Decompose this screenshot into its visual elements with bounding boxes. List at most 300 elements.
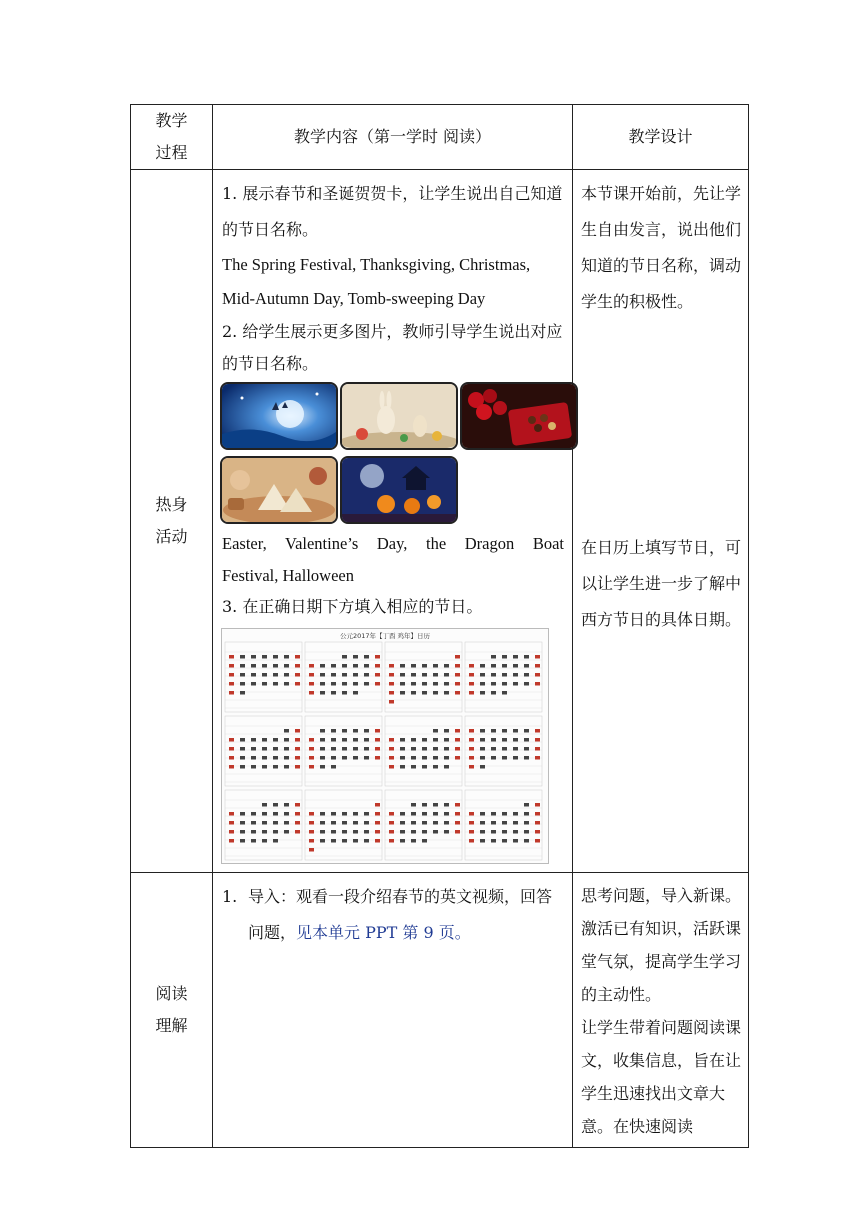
calendar-day-mark bbox=[444, 673, 449, 677]
calendar-day-mark bbox=[502, 673, 507, 677]
warmup-step2-english-line1: Easter, Valentine’s Day, the Dragon Boat bbox=[222, 534, 564, 553]
calendar-day-mark bbox=[535, 830, 540, 834]
calendar-day-mark bbox=[273, 682, 278, 686]
reading-stage-line2: 理解 bbox=[155, 1016, 188, 1035]
calendar-day-mark bbox=[295, 655, 300, 659]
calendar-day-mark bbox=[320, 729, 325, 733]
calendar-day-mark bbox=[524, 839, 529, 843]
calendar-day-mark bbox=[229, 821, 234, 825]
calendar-day-mark bbox=[455, 729, 460, 733]
header-stage-line2: 过程 bbox=[155, 143, 188, 162]
calendar-day-mark bbox=[535, 756, 540, 760]
calendar-day-mark bbox=[375, 747, 380, 751]
calendar-day-mark bbox=[469, 691, 474, 695]
calendar-day-mark bbox=[422, 673, 427, 677]
calendar-day-mark bbox=[353, 821, 358, 825]
calendar-day-mark bbox=[535, 747, 540, 751]
calendar-day-mark bbox=[411, 673, 416, 677]
calendar-day-mark bbox=[491, 747, 496, 751]
calendar-2017-grid bbox=[221, 628, 549, 864]
calendar-day-mark bbox=[491, 664, 496, 668]
calendar-day-mark bbox=[295, 738, 300, 742]
calendar-day-mark bbox=[262, 839, 267, 843]
calendar-day-mark bbox=[502, 756, 507, 760]
calendar-day-mark bbox=[389, 738, 394, 742]
calendar-day-mark bbox=[284, 673, 289, 677]
calendar-day-mark bbox=[480, 729, 485, 733]
calendar-day-mark bbox=[491, 812, 496, 816]
calendar-day-mark bbox=[240, 830, 245, 834]
calendar-day-mark bbox=[273, 830, 278, 834]
calendar-day-mark bbox=[295, 821, 300, 825]
calendar-day-mark bbox=[331, 738, 336, 742]
calendar-day-mark bbox=[422, 812, 427, 816]
calendar-day-mark bbox=[229, 747, 234, 751]
calendar-day-mark bbox=[433, 738, 438, 742]
calendar-day-mark bbox=[502, 747, 507, 751]
calendar-day-mark bbox=[331, 691, 336, 695]
calendar-day-mark bbox=[502, 738, 507, 742]
header-design: 教学设计 bbox=[573, 105, 749, 170]
calendar-day-mark bbox=[524, 821, 529, 825]
calendar-day-mark bbox=[535, 729, 540, 733]
calendar-day-mark bbox=[455, 664, 460, 668]
calendar-day-mark bbox=[273, 747, 278, 751]
calendar-day-mark bbox=[502, 682, 507, 686]
calendar-day-mark bbox=[422, 803, 427, 807]
calendar-day-mark bbox=[342, 839, 347, 843]
header-content: 教学内容（第一学时 阅读） bbox=[213, 105, 573, 170]
calendar-day-mark bbox=[400, 756, 405, 760]
calendar-day-mark bbox=[491, 830, 496, 834]
calendar-day-mark bbox=[513, 729, 518, 733]
calendar-day-mark bbox=[491, 729, 496, 733]
warmup-step1: 1. 展示春节和圣诞贺贺卡，让学生说出自己知道的节日名称。 bbox=[222, 184, 563, 239]
calendar-day-mark bbox=[469, 738, 474, 742]
calendar-day-mark bbox=[295, 729, 300, 733]
calendar-day-mark bbox=[524, 756, 529, 760]
calendar-day-mark bbox=[433, 682, 438, 686]
calendar-day-mark bbox=[320, 812, 325, 816]
calendar-2017 bbox=[221, 628, 549, 864]
calendar-day-mark bbox=[251, 673, 256, 677]
calendar-day-mark bbox=[469, 664, 474, 668]
calendar-day-mark bbox=[469, 729, 474, 733]
calendar-day-mark bbox=[353, 747, 358, 751]
calendar-day-mark bbox=[229, 664, 234, 668]
calendar-day-mark bbox=[524, 682, 529, 686]
calendar-day-mark bbox=[331, 664, 336, 668]
calendar-day-mark bbox=[524, 812, 529, 816]
calendar-day-mark bbox=[491, 738, 496, 742]
calendar-day-mark bbox=[480, 756, 485, 760]
calendar-day-mark bbox=[480, 664, 485, 668]
calendar-day-mark bbox=[309, 839, 314, 843]
calendar-day-mark bbox=[273, 738, 278, 742]
calendar-day-mark bbox=[273, 803, 278, 807]
calendar-day-mark bbox=[422, 821, 427, 825]
calendar-day-mark bbox=[444, 729, 449, 733]
calendar-day-mark bbox=[524, 664, 529, 668]
calendar-day-mark bbox=[469, 682, 474, 686]
calendar-day-mark bbox=[375, 830, 380, 834]
calendar-day-mark bbox=[444, 821, 449, 825]
calendar-day-mark bbox=[535, 803, 540, 807]
calendar-day-mark bbox=[513, 673, 518, 677]
calendar-day-mark bbox=[309, 682, 314, 686]
calendar-day-mark bbox=[455, 812, 460, 816]
calendar-day-mark bbox=[353, 655, 358, 659]
calendar-day-mark bbox=[262, 821, 267, 825]
calendar-day-mark bbox=[422, 765, 427, 769]
calendar-day-mark bbox=[309, 765, 314, 769]
calendar-day-mark bbox=[444, 803, 449, 807]
calendar-day-mark bbox=[535, 655, 540, 659]
calendar-day-mark bbox=[320, 756, 325, 760]
calendar-day-mark bbox=[444, 756, 449, 760]
ppt-reference-link[interactable]: 见本单元 PPT 第 9 页。 bbox=[296, 923, 471, 942]
calendar-day-mark bbox=[284, 747, 289, 751]
calendar-day-mark bbox=[364, 812, 369, 816]
calendar-day-mark bbox=[331, 747, 336, 751]
calendar-day-mark bbox=[411, 765, 416, 769]
calendar-day-mark bbox=[320, 830, 325, 834]
warmup-step3: 3. 在正确日期下方填入相应的节日。 bbox=[222, 597, 483, 616]
calendar-day-mark bbox=[535, 821, 540, 825]
calendar-day-mark bbox=[502, 664, 507, 668]
calendar-day-mark bbox=[309, 691, 314, 695]
calendar-day-mark bbox=[240, 664, 245, 668]
warmup-design-2: 在日历上填写节日，可以让学生进一步了解中西方节日的具体日期。 bbox=[581, 538, 742, 629]
calendar-day-mark bbox=[262, 682, 267, 686]
calendar-day-mark bbox=[342, 756, 347, 760]
calendar-day-mark bbox=[364, 673, 369, 677]
warmup-row bbox=[131, 170, 749, 873]
calendar-day-mark bbox=[389, 756, 394, 760]
calendar-day-mark bbox=[251, 664, 256, 668]
calendar-day-mark bbox=[229, 673, 234, 677]
calendar-day-mark bbox=[251, 747, 256, 751]
calendar-day-mark bbox=[389, 673, 394, 677]
calendar-day-mark bbox=[422, 691, 427, 695]
calendar-day-mark bbox=[513, 738, 518, 742]
calendar-day-mark bbox=[309, 747, 314, 751]
calendar-title: 公元2017年【丁酉 鸡年】日历 bbox=[339, 632, 431, 640]
calendar-day-mark bbox=[469, 756, 474, 760]
calendar-day-mark bbox=[331, 682, 336, 686]
calendar-day-mark bbox=[342, 729, 347, 733]
calendar-day-mark bbox=[273, 756, 278, 760]
calendar-day-mark bbox=[455, 747, 460, 751]
calendar-day-mark bbox=[309, 756, 314, 760]
calendar-day-mark bbox=[320, 839, 325, 843]
calendar-day-mark bbox=[284, 830, 289, 834]
calendar-day-mark bbox=[422, 738, 427, 742]
calendar-day-mark bbox=[455, 738, 460, 742]
calendar-day-mark bbox=[491, 691, 496, 695]
calendar-day-mark bbox=[262, 738, 267, 742]
calendar-day-mark bbox=[513, 747, 518, 751]
calendar-day-mark bbox=[240, 738, 245, 742]
calendar-day-mark bbox=[433, 803, 438, 807]
calendar-day-mark bbox=[433, 765, 438, 769]
calendar-day-mark bbox=[411, 664, 416, 668]
calendar-day-mark bbox=[375, 738, 380, 742]
calendar-day-mark bbox=[480, 830, 485, 834]
valentine-roses-chocolates-photo bbox=[460, 382, 578, 450]
calendar-day-mark bbox=[309, 673, 314, 677]
design-spacer bbox=[581, 320, 742, 530]
calendar-day-mark bbox=[284, 765, 289, 769]
calendar-day-mark bbox=[444, 691, 449, 695]
calendar-day-mark bbox=[433, 664, 438, 668]
calendar-day-mark bbox=[240, 839, 245, 843]
calendar-day-mark bbox=[524, 738, 529, 742]
calendar-day-mark bbox=[480, 691, 485, 695]
calendar-day-mark bbox=[229, 682, 234, 686]
calendar-day-mark bbox=[240, 812, 245, 816]
calendar-day-mark bbox=[331, 673, 336, 677]
calendar-day-mark bbox=[400, 765, 405, 769]
calendar-day-mark bbox=[262, 655, 267, 659]
calendar-day-mark bbox=[389, 691, 394, 695]
calendar-day-mark bbox=[455, 673, 460, 677]
calendar-day-mark bbox=[284, 682, 289, 686]
calendar-day-mark bbox=[444, 830, 449, 834]
calendar-day-mark bbox=[502, 691, 507, 695]
calendar-day-mark bbox=[229, 830, 234, 834]
calendar-day-mark bbox=[251, 812, 256, 816]
calendar-day-mark bbox=[411, 839, 416, 843]
calendar-day-mark bbox=[513, 664, 518, 668]
calendar-day-mark bbox=[375, 839, 380, 843]
calendar-day-mark bbox=[251, 756, 256, 760]
calendar-day-mark bbox=[295, 830, 300, 834]
calendar-day-mark bbox=[411, 691, 416, 695]
reading-row bbox=[131, 873, 749, 1148]
calendar-day-mark bbox=[240, 756, 245, 760]
calendar-day-mark bbox=[469, 765, 474, 769]
warmup-design-1: 本节课开始前，先让学生自由发言，说出他们知道的节日名称，调动学生的积极性。 bbox=[581, 184, 742, 311]
calendar-day-mark bbox=[502, 821, 507, 825]
calendar-day-mark bbox=[284, 821, 289, 825]
calendar-day-mark bbox=[240, 765, 245, 769]
calendar-day-mark bbox=[229, 756, 234, 760]
calendar-day-mark bbox=[273, 821, 278, 825]
calendar-day-mark bbox=[469, 673, 474, 677]
calendar-day-mark bbox=[309, 821, 314, 825]
calendar-day-mark bbox=[342, 655, 347, 659]
calendar-day-mark bbox=[524, 830, 529, 834]
calendar-day-mark bbox=[251, 655, 256, 659]
calendar-day-mark bbox=[375, 756, 380, 760]
calendar-day-mark bbox=[240, 682, 245, 686]
calendar-day-mark bbox=[229, 812, 234, 816]
calendar-day-mark bbox=[262, 765, 267, 769]
header-stage bbox=[131, 105, 213, 170]
calendar-day-mark bbox=[342, 747, 347, 751]
calendar-day-mark bbox=[433, 691, 438, 695]
calendar-day-mark bbox=[295, 673, 300, 677]
calendar-day-mark bbox=[284, 655, 289, 659]
calendar-day-mark bbox=[331, 756, 336, 760]
calendar-day-mark bbox=[273, 655, 278, 659]
calendar-day-mark bbox=[331, 821, 336, 825]
calendar-day-mark bbox=[262, 830, 267, 834]
calendar-day-mark bbox=[240, 747, 245, 751]
calendar-day-mark bbox=[342, 691, 347, 695]
calendar-day-mark bbox=[389, 664, 394, 668]
calendar-day-mark bbox=[342, 812, 347, 816]
calendar-day-mark bbox=[400, 682, 405, 686]
calendar-day-mark bbox=[469, 812, 474, 816]
calendar-day-mark bbox=[375, 655, 380, 659]
calendar-day-mark bbox=[353, 830, 358, 834]
moon-festival-night-photo bbox=[220, 382, 338, 450]
calendar-day-mark bbox=[422, 756, 427, 760]
calendar-day-mark bbox=[524, 673, 529, 677]
festival-photos bbox=[220, 382, 564, 524]
warmup-step2-english-line2: Festival, Halloween bbox=[222, 566, 354, 585]
calendar-day-mark bbox=[513, 821, 518, 825]
calendar-day-mark bbox=[411, 830, 416, 834]
reading-step1-number: 1. bbox=[222, 887, 238, 906]
reading-design-2: 让学生带着问题阅读课文，收集信息，旨在让学生迅速找出文章大意。在快速阅读 bbox=[581, 1018, 742, 1136]
calendar-day-mark bbox=[491, 655, 496, 659]
calendar-day-mark bbox=[469, 747, 474, 751]
calendar-day-mark bbox=[229, 839, 234, 843]
calendar-day-mark bbox=[535, 738, 540, 742]
calendar-day-mark bbox=[309, 812, 314, 816]
calendar-day-mark bbox=[262, 756, 267, 760]
calendar-day-mark bbox=[364, 830, 369, 834]
calendar-day-mark bbox=[455, 803, 460, 807]
calendar-day-mark bbox=[320, 691, 325, 695]
calendar-day-mark bbox=[389, 821, 394, 825]
calendar-day-mark bbox=[400, 821, 405, 825]
calendar-day-mark bbox=[320, 747, 325, 751]
calendar-day-mark bbox=[353, 738, 358, 742]
calendar-day-mark bbox=[364, 738, 369, 742]
header-row bbox=[131, 105, 749, 170]
calendar-day-mark bbox=[535, 664, 540, 668]
calendar-day-mark bbox=[320, 682, 325, 686]
calendar-day-mark bbox=[342, 664, 347, 668]
easter-bunnies-photo bbox=[340, 382, 458, 450]
calendar-day-mark bbox=[444, 812, 449, 816]
calendar-day-mark bbox=[513, 756, 518, 760]
calendar-day-mark bbox=[284, 729, 289, 733]
calendar-day-mark bbox=[240, 655, 245, 659]
calendar-day-mark bbox=[240, 821, 245, 825]
calendar-day-mark bbox=[491, 673, 496, 677]
calendar-day-mark bbox=[513, 682, 518, 686]
calendar-day-mark bbox=[320, 738, 325, 742]
calendar-day-mark bbox=[375, 664, 380, 668]
calendar-day-mark bbox=[364, 756, 369, 760]
calendar-day-mark bbox=[502, 729, 507, 733]
warmup-design bbox=[573, 170, 749, 873]
calendar-day-mark bbox=[400, 812, 405, 816]
calendar-day-mark bbox=[400, 673, 405, 677]
calendar-day-mark bbox=[400, 830, 405, 834]
calendar-day-mark bbox=[455, 655, 460, 659]
calendar-day-mark bbox=[284, 738, 289, 742]
calendar-day-mark bbox=[353, 691, 358, 695]
calendar-day-mark bbox=[342, 673, 347, 677]
calendar-day-mark bbox=[251, 821, 256, 825]
reading-design bbox=[573, 873, 749, 1148]
calendar-day-mark bbox=[480, 682, 485, 686]
calendar-day-mark bbox=[469, 839, 474, 843]
calendar-day-mark bbox=[284, 803, 289, 807]
reading-step1-text: 导入：观看一段介绍春节的英文视频，回答问题， bbox=[248, 887, 553, 942]
calendar-day-mark bbox=[251, 839, 256, 843]
zongzi-dragon-boat-photo bbox=[220, 456, 338, 524]
calendar-day-mark bbox=[480, 765, 485, 769]
calendar-day-mark bbox=[524, 747, 529, 751]
calendar-day-mark bbox=[389, 765, 394, 769]
halloween-pumpkins-photo bbox=[340, 456, 458, 524]
lesson-plan-table bbox=[130, 104, 749, 1148]
calendar-day-mark bbox=[491, 839, 496, 843]
calendar-day-mark bbox=[331, 765, 336, 769]
warmup-step1-english: The Spring Festival, Thanksgiving, Christmas, Mid-Autumn Day, Tomb-sweeping Day bbox=[222, 255, 531, 308]
calendar-day-mark bbox=[455, 756, 460, 760]
calendar-day-mark bbox=[295, 803, 300, 807]
calendar-day-mark bbox=[422, 830, 427, 834]
calendar-day-mark bbox=[273, 673, 278, 677]
calendar-day-mark bbox=[469, 830, 474, 834]
calendar-day-mark bbox=[411, 747, 416, 751]
calendar-day-mark bbox=[444, 747, 449, 751]
calendar-day-mark bbox=[364, 839, 369, 843]
calendar-day-mark bbox=[480, 839, 485, 843]
calendar-day-mark bbox=[251, 765, 256, 769]
calendar-day-mark bbox=[273, 839, 278, 843]
calendar-day-mark bbox=[364, 747, 369, 751]
calendar-day-mark bbox=[480, 673, 485, 677]
calendar-day-mark bbox=[364, 664, 369, 668]
calendar-day-mark bbox=[422, 747, 427, 751]
warmup-stage-line1: 热身 bbox=[155, 495, 188, 514]
calendar-day-mark bbox=[353, 839, 358, 843]
calendar-day-mark bbox=[295, 664, 300, 668]
calendar-day-mark bbox=[524, 655, 529, 659]
calendar-day-mark bbox=[342, 738, 347, 742]
calendar-day-mark bbox=[400, 691, 405, 695]
calendar-day-mark bbox=[353, 729, 358, 733]
calendar-day-mark bbox=[295, 747, 300, 751]
calendar-day-mark bbox=[240, 691, 245, 695]
calendar-day-mark bbox=[309, 830, 314, 834]
calendar-day-mark bbox=[320, 821, 325, 825]
calendar-day-mark bbox=[422, 839, 427, 843]
warmup-stage bbox=[131, 170, 213, 873]
reading-content bbox=[213, 873, 573, 1148]
reading-stage bbox=[131, 873, 213, 1148]
calendar-day-mark bbox=[273, 664, 278, 668]
calendar-day-mark bbox=[433, 756, 438, 760]
calendar-day-mark bbox=[251, 682, 256, 686]
calendar-day-mark bbox=[273, 812, 278, 816]
calendar-day-mark bbox=[455, 682, 460, 686]
calendar-day-mark bbox=[513, 655, 518, 659]
calendar-day-mark bbox=[411, 756, 416, 760]
calendar-day-mark bbox=[389, 830, 394, 834]
calendar-day-mark bbox=[491, 821, 496, 825]
calendar-day-mark bbox=[375, 729, 380, 733]
